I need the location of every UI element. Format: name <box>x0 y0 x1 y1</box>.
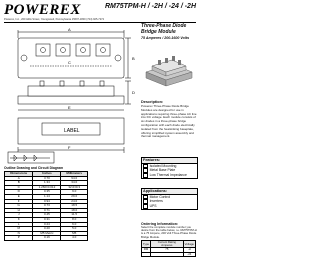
table-cell: 5.0 <box>61 227 88 232</box>
product-title: Three-Phase Diode Bridge Module <box>141 23 187 35</box>
table-cell: 18.5 <box>61 204 88 209</box>
outline-caption: Outline Drawing and Circuit Diagram <box>4 166 64 170</box>
table-cell: 0.16 <box>33 236 61 241</box>
table-cell: A <box>5 176 33 181</box>
application-item: UPS <box>142 204 197 209</box>
table-cell: D <box>5 190 33 195</box>
table-cell: 0.94 <box>33 199 61 204</box>
table-cell: 0.71 <box>33 208 61 213</box>
table-row <box>5 236 88 241</box>
dim-label-d: D <box>132 90 135 95</box>
table-cell: G <box>5 204 33 209</box>
column-header: Millimeters <box>61 172 88 177</box>
table-cell: 94.0 <box>61 176 88 181</box>
table-cell: 8.0 <box>61 217 88 222</box>
table-cell: 0.35 <box>33 190 61 195</box>
dimensions-body <box>5 176 88 240</box>
table-cell: K <box>5 217 33 222</box>
column-header: Voltage <box>183 241 195 248</box>
table-cell: 6.0 <box>61 222 88 227</box>
feature-item: Metal Base Plate <box>142 168 197 173</box>
table-cell: 1.34 <box>33 181 61 186</box>
table-cell: H <box>5 208 33 213</box>
table-row: -24 <box>142 252 196 256</box>
table-cell: B <box>5 181 33 186</box>
table-cell: 24.0 <box>61 199 88 204</box>
table-cell: 1.260±0.012 <box>33 185 61 190</box>
table-cell: M5 <box>61 231 88 236</box>
description-heading: Description: <box>141 100 164 104</box>
application-item: Inverters <box>142 199 197 204</box>
powerex-logo: POWEREX <box>4 2 81 18</box>
ordering-table <box>141 240 196 257</box>
module-photo <box>142 46 196 94</box>
checkbox-icon <box>143 173 148 178</box>
table-cell: F <box>5 199 33 204</box>
column-header: Type <box>142 241 151 248</box>
dim-label-b: B <box>132 56 135 61</box>
applications-box <box>141 188 198 210</box>
applications-heading: Applications: <box>142 189 197 195</box>
dimensions-table <box>4 171 88 241</box>
table-cell: 18.0 <box>61 208 88 213</box>
features-box <box>141 157 198 179</box>
product-rating: 75 Amperes / 200-1600 Volts <box>141 36 190 40</box>
table-cell: N <box>5 231 33 236</box>
table-cell: 4.0 <box>61 236 88 241</box>
feature-item: Isolated Mounting <box>142 164 197 169</box>
table-cell: M <box>5 227 33 232</box>
ordering-text: Select the complete module number you desire from the table below, i.e. RM75TPM-H is a 75 Ampere, 200 Volt Three-Phase Diode Bridge Module. <box>141 225 197 239</box>
table-cell: 29.0 <box>61 194 88 199</box>
table-cell: 0.31 <box>33 217 61 222</box>
column-header: Dimensions <box>5 172 33 177</box>
column-header: Current Rating Amperes <box>151 241 184 248</box>
table-cell: 0.45 <box>33 213 61 218</box>
features-heading: Features: <box>142 158 197 164</box>
dim-label-a: A <box>68 27 71 32</box>
table-cell: 11.5 <box>61 213 88 218</box>
table-cell: 0.20 <box>33 227 61 232</box>
table-cell: 1.14 <box>33 194 61 199</box>
table-cell: 3.70 <box>33 176 61 181</box>
description-text: Powerex Three-Phase Diode Bridge Modules are designed for use in applications requiring three-phase AC line into DC voltage. Each module consists of six diodes in a three-phase bridge configuration with each diode electrically isolated from the heatsinking baseplate, offering simplified system assembly and thermal management. <box>141 104 197 139</box>
table-cell: 9.0 <box>61 190 88 195</box>
table-cell: E <box>5 194 33 199</box>
dim-label-c: C <box>68 60 71 65</box>
column-header: Inches <box>33 172 61 177</box>
company-address: Powerex, Inc., 200 Hillis Street, Youngwood, Pennsylvania 15697-1800 (724) 925-7272 <box>4 18 105 21</box>
table-cell: 0.24 <box>33 222 61 227</box>
table-cell: 0.73 <box>33 204 61 209</box>
outline-drawing <box>4 24 138 164</box>
module-label: LABEL <box>64 128 80 134</box>
application-item: Motor Control <box>142 195 197 200</box>
table-cell: M5 Metric <box>33 231 61 236</box>
table-cell: 34.0 <box>61 181 88 186</box>
dim-label-e: E <box>68 105 71 110</box>
ordering-heading: Ordering Information: <box>141 222 179 226</box>
table-cell: J <box>5 213 33 218</box>
dim-label-f: F <box>68 145 71 150</box>
part-number: RM75TPM-H / -2H / -24 / -2H <box>104 3 196 10</box>
table-cell: P <box>5 236 33 241</box>
feature-item: Low Thermal Impedance <box>142 173 197 178</box>
table-cell: L <box>5 222 33 227</box>
table-cell: C <box>5 185 33 190</box>
table-row: RM 75 -H <box>142 248 196 252</box>
table-cell: 32.0±0.3 <box>61 185 88 190</box>
checkbox-icon <box>143 204 148 209</box>
